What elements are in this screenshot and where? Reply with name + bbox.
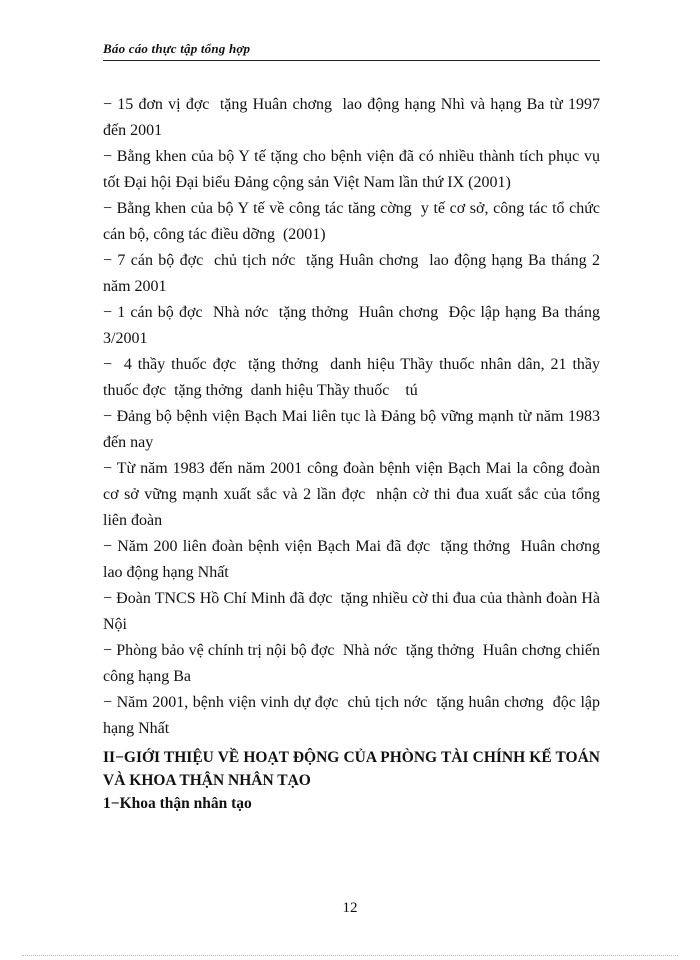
paragraph-11: − Phòng bảo vệ chính trị nội bộ đợc Nhà nớc tặng thởng Huân chơng chiến công hạng Ba [103, 642, 604, 685]
paragraph-10: − Đoàn TNCS Hồ Chí Minh đã đợc tặng nhiều cờ thi đua của thành đoàn Hà Nội [103, 590, 604, 633]
section-heading: II−GIỚI THIỆU VỀ HOẠT ĐỘNG CỦA PHÒNG TÀI CHÍNH KẾ TOÁN VÀ KHOA THẬN NHÂN TẠO [103, 749, 604, 789]
paragraph-2: − Bằng khen của bộ Y tế tặng cho bệnh viện đã có nhiều thành tích phục vụ tốt Đại hội Đại biểu Đảng cộng sản Việt Nam lần thứ IX (2001) [103, 148, 604, 191]
paragraph-12: − Năm 2001, bệnh viện vinh dự đợc chủ tịch nớc tặng huân chơng độc lập hạng Nhất [103, 694, 604, 737]
paragraph-8: − Từ năm 1983 đến năm 2001 công đoàn bệnh viện Bạch Mai la công đoàn cơ sở vững mạnh xuất sắc và 2 lần đợc nhận cờ thi đua xuất sắc của tổng liên đoàn [103, 460, 604, 529]
paragraph-3: − Bằng khen của bộ Y tế về công tác tăng cờng y tế cơ sở, công tác tổ chức cán bộ, công tác điều dỡng (2001) [103, 200, 604, 243]
paragraph-6: − 4 thầy thuốc đợc tặng thởng danh hiệu Thầy thuốc nhân dân, 21 thầy thuốc đợc tặng thởng danh hiệu Thầy thuốc tú [103, 356, 604, 399]
running-header [103, 40, 600, 61]
subsection-heading: 1−Khoa thận nhân tạo [103, 795, 252, 812]
paragraph-5: − 1 cán bộ đợc Nhà nớc tặng thởng Huân chơng Độc lập hạng Ba tháng 3/2001 [103, 304, 604, 347]
page-border-dotted [22, 955, 678, 956]
header-title: Báo cáo thực tập tổng hợp [103, 41, 251, 56]
page-number: 12 [342, 900, 358, 916]
paragraph-4: − 7 cán bộ đợc chủ tịch nớc tặng Huân chơng lao động hạng Ba tháng 2 năm 2001 [103, 252, 604, 295]
paragraph-9: − Năm 200 liên đoàn bệnh viện Bạch Mai đã đợc tặng thởng Huân chơng lao động hạng Nhất [103, 538, 604, 581]
page-content [103, 92, 604, 815]
paragraph-1: − 15 đơn vị đợc tặng Huân chơng lao động hạng Nhì và hạng Ba từ 1997 đến 2001 [103, 96, 604, 139]
paragraph-7: − Đảng bộ bệnh viện Bạch Mai liên tục là Đảng bộ vững mạnh từ năm 1983 đến nay [103, 408, 604, 451]
